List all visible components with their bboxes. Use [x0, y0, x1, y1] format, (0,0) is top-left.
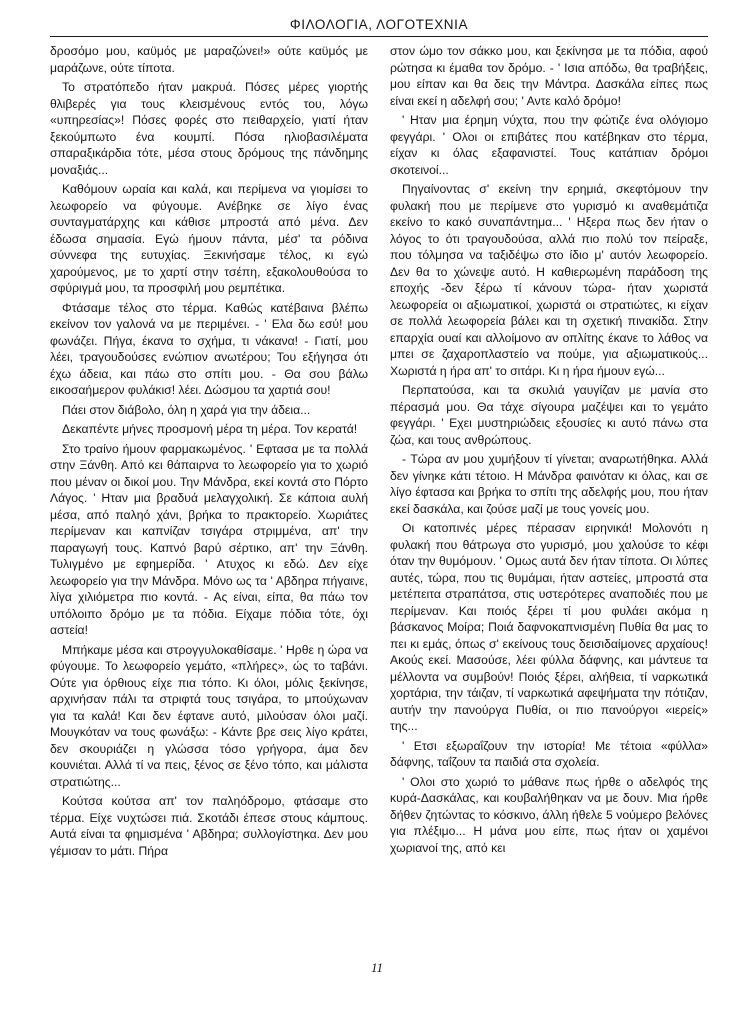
section-title: ΦΙΛΟΛΟΓΙΑ, ΛΟΓΟΤΕΧΝΙΑ — [289, 17, 469, 32]
paragraph: ' Ηταν μια έρημη νύχτα, που την φώτιζε ένα ολόγιομο φεγγάρι. ' Ολοι οι επιβάτες που κατέβηκαν στο τέρμα, είχαν κι όλας εξαφανιστεί. Τους κατάπιαν δρόμοι σκοτεινοί... — [390, 113, 708, 177]
paragraph: Μπήκαμε μέσα και στρογγυλοκαθίσαμε. ' Ηρθε η ώρα να φύγουμε. Το λεωφορείο γεμάτο, «πλήρες», ώς το ταβάνι. Ούτε για όρθιους είχε πια τόπο. Κι όλοι, μόλις ξεκίνησε, αρχινήσαν πάλι τα στριφτά τους τσιγάρα, το μπούχωναν για τα καλά! Και δεν έφτανε αυτό, μιλούσαν όλοι μαζί. Μουγκόταν να τους φωνάξω: - Κάντε βρε σεις λίγο κράτει, δεν σκουριάζει η γλώσσα τόσο γρήγορα, άμα δεν κουνιέται. Αλλά τί να πεις, ξένος σε ξένο τόπο, και μάλιστα στρατιώτης... — [50, 642, 368, 789]
paragraph: Φτάσαμε τέλος στο τέρμα. Καθώς κατέβαινα βλέπω εκείνον τον γαλονά να με περιμένει. - ' Ελα δω εσύ! μου φωνάζει. Πήγα, έκανα το σχήμα, τι νάκανα! - Γιατί, μου λέει, τραγουδούσες ενώπιον ανωτέρου; Του εξήγησα ότι έχω άδεια, και πάω στο σπίτι μου. - Θα σου βάλω εικοσαήμερον φυλάκισ! λέει. Δώσμου τα χαρτιά σου! — [50, 300, 368, 397]
paragraph: - Τώρα αν μου χυμήξουν τί γίνεται; αναρωτήθηκα. Αλλά δεν γίνηκε κάτι τέτοιο. Η Μάνδρα φαινόταν κι όλας, και σε λίγο έφτασα και βρήκα το σπίτι της αδελφής μου, που ήταν εκεί δασκάλα, και ζούσε μαζί με τους γονείς μου. — [390, 452, 708, 516]
paragraph: Το στρατόπεδο ήταν μακρυά. Πόσες μέρες γιορτής θλιβερές για τους κλεισμένους εντός του, λόγω «υπηρεσίας»! Πόσες φορές στο πειθαρχείο, γιατί ήταν ξεκούμπωτο ένα κουμπί. Πόσα ηλιοβασιλέματα σπαραξικάρδια τότε, μέσα στους δρόμους της πάνδημης μοναξιάς... — [50, 80, 368, 177]
paragraph: Πηγαίνοντας σ' εκείνη την ερημιά, σκεφτόμουν την φυλακή που με περίμενε στο γυρισμό κι αναθεμάτιζα εκείνο το κακό συναπάντημα... ' Ηξερα πως δεν ήταν ο λόγος το ότι τραγουδούσα, αλλά πιο πολύ τον πείραξε, που τόλμησα να ταξιδέψω στο ίδιο μ' αυτόν λεωφορείο. Δεν θα το χώνεψε αυτό. Η καθιερωμένη παράδοση της εποχής -δεν ξέρω τί κάνουν τώρα- ήταν χωριστά λεωφορεία οι αξιωματικοί, χωριστά οι στρατιώτες, κι είχαν σε πολλά λεωφορεία βάλει και τη σχετική πινακίδα. Στην επαρχία ουαί και αλλοίμονο αν οπλίτης έκανε το λάθος να μπει σε ζαχαροπλαστείο να πούμε, για αξιωματικούς... Χωριστά η ήρα απ' το σιτάρι. Κι η ήρα ήμουν εγώ... — [390, 182, 708, 378]
paragraph: δροσόμο μου, καϋμός με μαραζώνει!» ούτε καϋμός με μαράζωνε, ούτε τίποτα. — [50, 44, 368, 75]
paragraph: Οι κατοπινές μέρες πέρασαν ειρηνικά! Μολονότι η φυλακή που θάτρωγα στο γυρισμό, μου χαλούσε το κέφι όταν την θυμόμουν. ' Ομως αυτά δεν ήταν τίποτα. Οι λύπες αυτές, τώρα, που τις θυμάμαι, ήταν αστείες, μπροστά στα μετέπειτα στραπάτσα, στις υστερότερες αναποδιές που με περίμεναν. Και ποιός ξέρει τί μου φυλάει ακόμα η βάσκανος Μοίρα; Ποιά δαφνοκαπνισμένη Πυθία θα μας το πει κι εμάς, όπως σ' εκείνους τους δεισιδαίμονες αρχαίους! Ακούς εκεί. Μασούσε, λέει φύλλα δάφνης, και μάντευε τα μέλλοντα να συμβούν! Ποιός ξέρει, αλήθεια, τί ναρκωτικά χορτάρια, την τάιζαν, τί ναρκωτικά αφεψήματα την πότιζαν, αυτήν την πανούργα Πυθία, οι πιο πανούργοι «ιερείς» της... — [390, 521, 708, 733]
paragraph: Περπατούσα, και τα σκυλιά γαυγίζαν με μανία στο πέρασμά μου. Θα τάχε σίγουρα μαζέψει και το γεμάτο φεγγάρι. ' Εχει μυστηριώδεις εξουσίες κι αυτό πάνω στα ζώα, και τους ανθρώπους. — [390, 383, 708, 447]
right-column — [390, 43, 708, 955]
paragraph: Στο τραίνο ήμουν φαρμακωμένος. ' Εφτασα με τα πολλά στην Ξάνθη. Από κει θάπαιρνα το λεωφορείο για το χωριό που μέναν οι δικοί μου. Την Μάνδρα, εκεί κοντά στο Πόρτο Λάγος. ' Ηταν μια βραδυά μελαγχολική. Σε κάποια αυλή μέσα, από παληό χάνι, βρήκα το πρακτορείο. Χωριάτες περίμεναν και καπνίζαν τσιγάρα στριμμένα, απ' την παραγωγή τους. Καπνό βαρύ σέρτικο, απ' την Ξάνθη. Τυλιγμένο με εφημερίδα. ' Ατυχος κι εδώ. Δεν είχε λεωφορείο για την Μάνδρα. Μόνο ως τα ' Αβδηρα πήγαινε, λίγα χιλιόμετρα πιο κοντά. - Ας είναι, είπα, θα πάω τον υπόλοιπο δρόμο με τα πόδια. Είχαμε πόδια τότε, όχι αστεία! — [50, 441, 368, 637]
paragraph: στον ώμο τον σάκκο μου, και ξεκίνησα με τα πόδια, αφού ρώτησα κι έμαθα τον δρόμο. - ' Ισια απόδω, θα τραβήξεις, μου είπαν και θα δεις την Μάντρα. Δασκάλα είπες πως είναι εκεί η αδελφή σου; ' Αντε καλό δρόμο! — [390, 44, 708, 108]
paragraph: ' Ολοι στο χωριό το μάθανε πως ήρθε ο αδελφός της κυρά-Δασκάλας, και κουβαλήθηκαν να με δουν. Μια ήρθε δήθεν ζητώντας το κόσκινο, άλλη ήθελε 5 νούμερο βελόνες για πλέξιμο... Η μάνα μου είπε, πως ήταν οι χαμένοι χωριανοί της, από κει — [390, 774, 708, 855]
left-column — [50, 43, 368, 955]
paragraph: Δεκαπέντε μήνες προσμονή μέρα τη μέρα. Τον κερατά! — [62, 422, 358, 436]
paragraph: ' Ετσι εξωραΐζουν την ιστορία! Με τέτοια «φύλλα» δάφνης, ταΐζουν τα παιδιά στα σχολεία. — [390, 738, 708, 769]
page-number: 11 — [370, 960, 384, 975]
paragraph: Κούτσα κούτσα απ' τον παληόδρομο, φτάσαμε στο τέρμα. Είχε νυχτώσει πιά. Σκοτάδι έπεσε στους κάμπους. Αυτά είναι τα φημισμένα ' Αβδηρα; συλλογίστηκα. Δεν μου γέμισαν το μάτι. Πήρα — [50, 794, 368, 858]
running-header — [50, 16, 708, 37]
paragraph: Καθόμουν ωραία και καλά, και περίμενα να γιομίσει το λεωφορείο να φύγουμε. Ανέβηκε σε λίγο ένας συνταγματάρχης και κάθισε μπροστά από μένα. Δεν έδωσα σημασία. Εγώ ήμουν πάντα, μέσ' τα ρόδινα σύννεφα της ευτυχίας. Ξεκινήσαμε τέλος, κι εγώ χαρούμενος, με το χαρτί στην τσέπη, εξακολουθούσα το σφύριγμά μου, τα προσφιλή μου ρεμπέτικα. — [50, 182, 368, 295]
paragraph: Πάει στον διάβολο, όλη η χαρά για την άδεια... — [62, 402, 311, 417]
